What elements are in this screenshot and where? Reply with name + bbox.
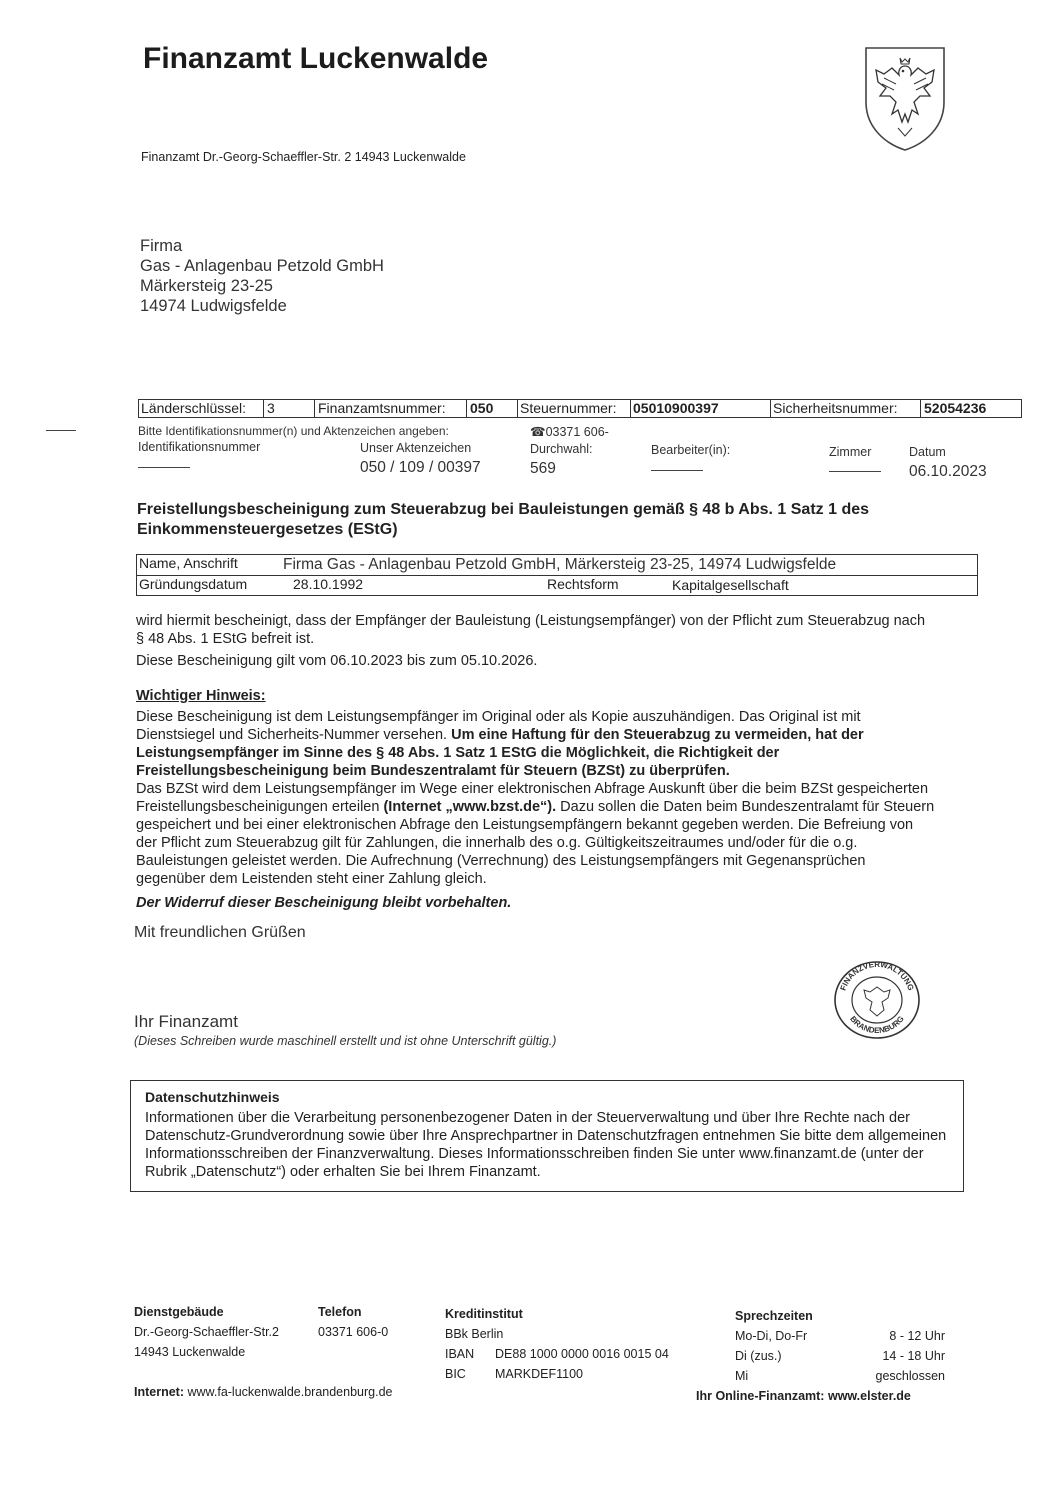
bank-label: Kreditinstitut <box>445 1307 523 1321</box>
hinweis-title: Wichtiger Hinweis: <box>136 688 266 704</box>
s3-time: geschlossen <box>875 1369 945 1383</box>
sprech-label: Sprechzeiten <box>735 1309 813 1323</box>
reference-hint: Bitte Identifikationsnummer(n) und Aktenzeichen angeben: <box>138 424 449 438</box>
form-value: Kapitalgesellschaft <box>672 577 789 593</box>
recipient-line-2: Gas - Anlagenbau Petzold GmbH <box>140 257 384 275</box>
sicherheit-label: Sicherheitsnummer: <box>773 400 898 416</box>
id-blank <box>138 467 190 468</box>
fa-nr-value: 050 <box>470 400 494 416</box>
bearbeiter-blank <box>651 470 703 471</box>
footer-telefon <box>318 1302 388 1342</box>
svg-text:BRANDENBURG <box>848 1014 906 1035</box>
hinweis-1-text: Diese Bescheinigung ist dem Leistungsempfänger im Original oder als Kopie auszuhändigen. Das Original ist mit Dienstsiegel und Sicherheits-Nummer versehen. <box>136 709 861 743</box>
paragraph-exemption: wird hiermit bescheinigt, dass der Empfänger der Bauleistung (Leistungsempfänger) von der Pflicht zum Steuerabzug nach § 48 Abs. 1 EStG befreit ist. <box>136 613 926 647</box>
bic-label: BIC <box>445 1367 466 1381</box>
paragraph-validity: Diese Bescheinigung gilt vom 06.10.2023 bis zum 05.10.2026. <box>136 653 538 669</box>
durchwahl-value: 569 <box>530 460 556 477</box>
sicherheit-value: 52054236 <box>924 400 987 416</box>
footer-bank <box>445 1304 669 1384</box>
s2-time: 14 - 18 Uhr <box>882 1349 945 1363</box>
footer-internet <box>134 1382 392 1402</box>
signoff: Ihr Finanzamt <box>134 1012 238 1031</box>
laender-label: Länderschlüssel: <box>141 400 247 416</box>
zimmer-blank <box>829 471 881 472</box>
id-bar <box>138 399 1022 418</box>
online-link[interactable]: www.elster.de <box>827 1389 911 1403</box>
fa-nr-label: Finanzamtsnummer: <box>318 400 446 416</box>
name-label: Name, Anschrift <box>139 555 238 571</box>
laender-value: 3 <box>267 400 275 416</box>
hinweis-2-bold: (Internet „www.bzst.de“). <box>383 799 557 815</box>
internet-label: Internet: <box>134 1385 184 1399</box>
coat-of-arms-icon <box>862 44 948 154</box>
s2-day: Di (zus.) <box>735 1349 782 1363</box>
datum-value: 06.10.2023 <box>909 463 987 480</box>
online-label: Ihr Online-Finanzamt: <box>696 1389 825 1403</box>
datum-label: Datum <box>909 445 946 459</box>
date-value: 28.10.1992 <box>293 576 364 592</box>
steuernr-label: Steuernummer: <box>520 400 617 416</box>
recipient-address <box>140 236 384 316</box>
durchwahl-label: Durchwahl: <box>530 442 593 456</box>
steuernr-value: 05010900397 <box>633 400 719 416</box>
hinweis-2-text-b: Dazu sollen die Daten beim Bundeszentralamt für Steuern gespeichert und bei einer elektronischen Abfrage den Leistungsempfängern bekannt gegeben werden. Die Befreiung von der Pflicht zum Steuerabzug gilt für Zahlungen, die innerhalb des o.g. Gültigkeitszeitraumes und/oder für die o.g. Bauleistungen geleistet werden. Die Aufrechnung (Verrechnung) des Leistungsempfängers mit Gegenansprüchen gegenüber dem Leistenden steht einer Zahlung gleich. <box>136 799 935 887</box>
company-table <box>136 554 978 596</box>
iban-label: IBAN <box>445 1347 475 1361</box>
machine-note: (Dieses Schreiben wurde maschinell erstellt und ist ohne Unterschrift gültig.) <box>134 1034 557 1048</box>
dienst-line-2: 14943 Luckenwalde <box>134 1345 246 1359</box>
hinweis-2-text-a: Das BZSt wird dem Leistungsempfänger im Wege einer elektronischen Abfrage Auskunft über die beim BZSt gespeicherten Freistellungsbescheinigungen erteilen <box>136 781 929 815</box>
tel-label: Telefon <box>318 1305 362 1319</box>
seal-text-bottom: BRANDENBURG <box>848 1014 906 1036</box>
bearbeiter-label: Bearbeiter(in): <box>651 443 731 457</box>
id-label: Identifikationsnummer <box>138 440 261 454</box>
sender-line: Finanzamt Dr.-Georg-Schaeffler-Str. 2 14943 Luckenwalde <box>141 150 466 164</box>
datenschutz-title: Datenschutzhinweis <box>145 1089 280 1105</box>
date-label: Gründungsdatum <box>139 576 248 592</box>
dienst-line-1: Dr.-Georg-Schaeffler-Str.2 <box>134 1325 279 1339</box>
s1-time: 8 - 12 Uhr <box>889 1329 945 1343</box>
seal-text-top: FINANZVERWALTUNG <box>838 960 916 992</box>
iban-value: DE88 1000 0000 0016 0015 04 <box>495 1347 669 1361</box>
form-label: Rechtsform <box>547 576 619 592</box>
s1-day: Mo-Di, Do-Fr <box>735 1329 808 1343</box>
phone-prefix: ☎03371 606- <box>530 425 609 439</box>
footer-sprechzeiten <box>735 1306 945 1386</box>
hinweis-paragraph-2 <box>136 780 936 888</box>
datenschutz-text: Informationen über die Verarbeitung personenbezogener Daten in der Steuerverwaltung und über Ihre Rechte nach der Datenschutz-Grundverordnung sowie über Ihre Ansprechpartner in Datenschutzfragen entnehmen Sie bitte dem allgemeinen Informationsschreiben der Finanzverwaltung. Dieses Informationsschreiben finden Sie unter www.finanzamt.de (unter der Rubrik „Datenschutz“) oder erhalten Sie bei Ihrem Finanzamt. <box>145 1110 947 1180</box>
greeting: Mit freundlichen Grüßen <box>134 924 306 941</box>
hinweis-1-bold: Um eine Haftung für den Steuerabzug zu vermeiden, hat der Leistungsempfänger im Sinne des § 48 Abs. 1 Satz 1 EStG die Möglichkeit, die Richtigkeit der Freistellungsbescheinigung beim Bundeszentralamt für Steuern (BZSt) zu überprüfen. <box>136 727 864 779</box>
page-title: Finanzamt Luckenwalde <box>143 42 489 75</box>
s3-day: Mi <box>735 1369 749 1383</box>
official-seal-icon <box>832 960 922 1040</box>
akten-label: Unser Aktenzeichen <box>360 441 472 455</box>
dienst-label: Dienstgebäude <box>134 1305 224 1319</box>
akten-value: 050 / 109 / 00397 <box>360 459 481 476</box>
bic-value: MARKDEF1100 <box>495 1367 583 1381</box>
footer-online <box>696 1386 911 1406</box>
hinweis-paragraph-1 <box>136 708 936 780</box>
name-value: Firma Gas - Anlagenbau Petzold GmbH, Märkersteig 23-25, 14974 Ludwigsfelde <box>283 556 837 573</box>
footer-dienstgebaeude <box>134 1302 279 1362</box>
recipient-line-3: Märkersteig 23-25 <box>140 277 273 295</box>
bank-name: BBk Berlin <box>445 1327 504 1341</box>
zimmer-label: Zimmer <box>829 445 872 459</box>
document-heading: Freistellungsbescheinigung zum Steuerabzug bei Bauleistungen gemäß § 48 b Abs. 1 Satz 1 des Einkommensteuergesetzes (EStG) <box>137 501 870 538</box>
recipient-line-1: Firma <box>140 237 183 255</box>
recipient-line-4: 14974 Ludwigsfelde <box>140 297 287 315</box>
internet-link[interactable]: www.fa-luckenwalde.brandenburg.de <box>187 1385 393 1399</box>
tel-value: 03371 606-0 <box>318 1325 389 1339</box>
widerruf-note: Der Widerruf dieser Bescheinigung bleibt vorbehalten. <box>136 895 512 911</box>
fold-mark <box>46 430 76 431</box>
datenschutz-box <box>130 1080 964 1192</box>
